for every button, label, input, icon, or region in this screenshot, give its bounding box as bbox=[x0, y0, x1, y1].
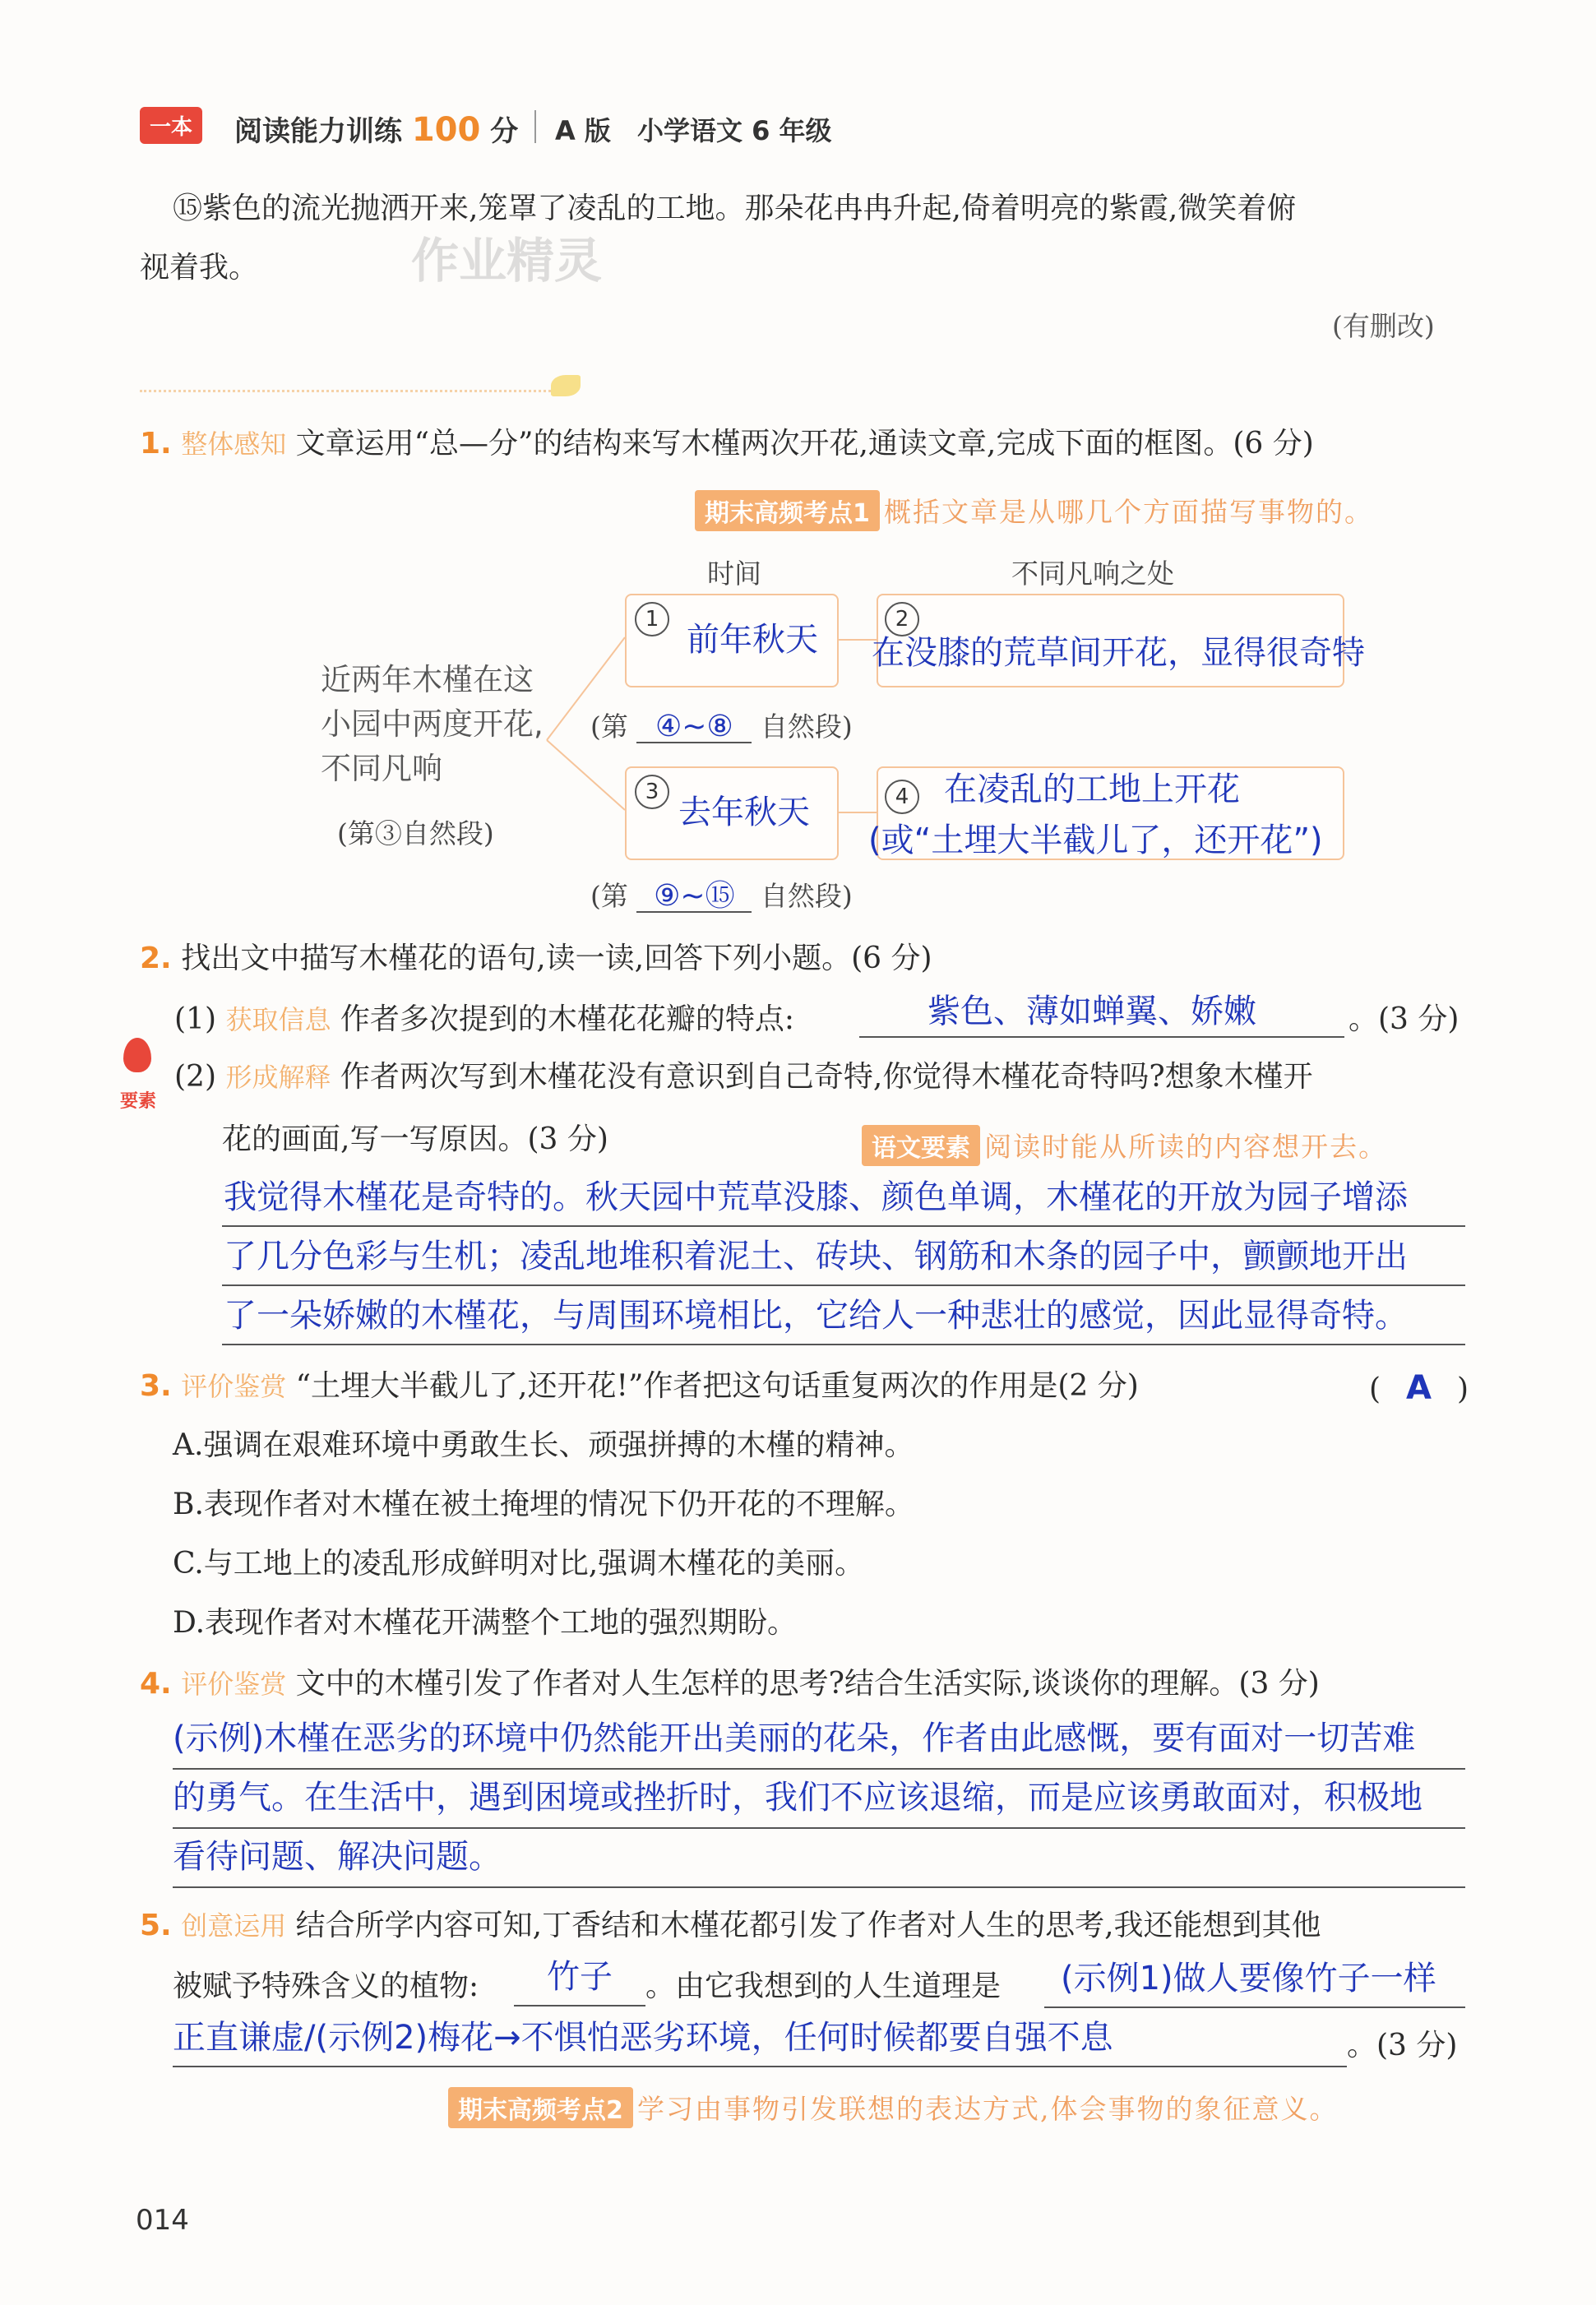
q3-number: 3. bbox=[140, 1369, 172, 1403]
q4-answer-line-3: 看待问题、解决问题。 bbox=[173, 1838, 502, 1876]
diagram-summary-para: (第③自然段) bbox=[337, 817, 494, 849]
q3-text: “土埋大半截儿了,还开花!”作者把这句话重复两次的作用是(2 分) bbox=[295, 1369, 1139, 1403]
q2-sub-1 bbox=[174, 1002, 795, 1036]
brand-logo: 一本 bbox=[140, 107, 202, 144]
q5-number: 5. bbox=[140, 1909, 172, 1942]
header-grade: 小学语文 6 年级 bbox=[637, 115, 832, 146]
answer-box-3: 去年秋天 bbox=[678, 794, 810, 831]
q2-sub-1-score: 。(3 分) bbox=[1349, 1002, 1460, 1036]
q2-sub-1-blank bbox=[859, 1036, 1344, 1038]
para-range-1-answer: ④~⑧ bbox=[636, 712, 752, 743]
header-edition: A 版 bbox=[555, 115, 611, 146]
q3-option-c: C.与工地上的凌乱形成鲜明对比,强调木槿花的美丽。 bbox=[173, 1547, 865, 1581]
para-range-2 bbox=[590, 875, 853, 914]
q2-answer-line-3: 了一朵娇嫩的木槿花，与周围环境相比，它给人一种悲壮的感觉，因此显得奇特。 bbox=[224, 1297, 1408, 1335]
box-2-number: 2 bbox=[885, 602, 919, 636]
q5-answer-rule-2 bbox=[173, 2066, 1347, 2067]
q2-answer-rule-2 bbox=[222, 1284, 1465, 1286]
header-title-suffix: 分 bbox=[490, 115, 519, 148]
q2-hint: 阅读时能从所读的内容想开去。 bbox=[984, 1131, 1388, 1163]
q2-answer-rule-1 bbox=[222, 1225, 1465, 1227]
answer-box-4-line-1: 在凌乱的工地上开花 bbox=[944, 771, 1240, 808]
q2-element-badge: 语文要素 bbox=[862, 1125, 980, 1166]
watermark: 作业精灵 bbox=[411, 233, 603, 289]
q2-sub-2-label: (2) bbox=[174, 1060, 216, 1094]
box-3-number: 3 bbox=[635, 775, 669, 809]
q2-answer-rule-3 bbox=[222, 1344, 1465, 1345]
q1-number: 1. bbox=[140, 427, 172, 461]
summary-line-1: 近两年木槿在这 bbox=[321, 662, 534, 697]
q1-hint: 概括文章是从哪几个方面描写事物的。 bbox=[883, 496, 1373, 528]
q4-answer-rule-3 bbox=[173, 1886, 1465, 1888]
page-number: 014 bbox=[136, 2204, 189, 2237]
q5-text-line-1: 结合所学内容可知,丁香结和木槿花都引发了作者对人生的思考,我还能想到其他 bbox=[295, 1909, 1321, 1942]
answer-box-4-line-2: (或“土埋大半截儿了，还开花”) bbox=[868, 822, 1323, 859]
q3-paren-right: ) bbox=[1456, 1372, 1469, 1406]
q3-paren-left: ( bbox=[1369, 1372, 1381, 1406]
q5-score: 。(3 分) bbox=[1347, 2029, 1458, 2062]
answer-box-2: 在没膝的荒草间开花，显得很奇特 bbox=[872, 634, 1365, 672]
summary-line-3: 不同凡响 bbox=[321, 751, 442, 786]
para-range-2-answer: ⑨~⑮ bbox=[636, 882, 752, 913]
header-title-prefix: 阅读能力训练 bbox=[234, 115, 402, 148]
question-2 bbox=[140, 944, 932, 974]
fire-icon-label: 要素 bbox=[120, 1091, 157, 1112]
box-1-number: 1 bbox=[635, 602, 669, 636]
summary-line-2: 小园中两度开花, bbox=[321, 706, 544, 742]
q2-answer-line-2: 了几分色彩与生机；凌乱地堆积着泥土、砖块、钢筋和木条的园子中，颤颤地开出 bbox=[224, 1238, 1408, 1275]
q2-sub-1-label: (1) bbox=[174, 1002, 216, 1036]
q5-tag: 创意运用 bbox=[181, 1910, 287, 1942]
q5-exam-badge: 期末高频考点2 bbox=[448, 2087, 633, 2128]
q5-answer-line-1: (示例1)做人要像竹子一样 bbox=[1061, 1960, 1436, 1997]
q2-sub-2-text-line-1: 作者两次写到木槿花没有意识到自己奇特,你觉得木槿花奇特吗?想象木槿开 bbox=[340, 1060, 1313, 1094]
passage-line-2: 视着我。 bbox=[140, 251, 259, 285]
q3-tag: 评价鉴赏 bbox=[181, 1371, 287, 1402]
q2-sub-1-answer: 紫色、薄如蝉翼、娇嫩 bbox=[928, 993, 1256, 1030]
q1-tag: 整体感知 bbox=[181, 428, 287, 460]
q2-sub-2-tag: 形成解释 bbox=[225, 1062, 331, 1093]
q2-hint-row bbox=[862, 1125, 1387, 1166]
passage-line-1: ⑮紫色的流光抛洒开来,笼罩了凌乱的工地。那朵花冉冉升起,倚着明亮的紫霞,微笑着俯 bbox=[173, 192, 1297, 225]
question-5 bbox=[140, 1911, 1321, 1941]
q2-sub-1-text: 作者多次提到的木槿花花瓣的特点: bbox=[340, 1002, 795, 1036]
q4-text: 文中的木槿引发了作者对人生怎样的思考?结合生活实际,谈谈你的理解。(3 分) bbox=[295, 1667, 1320, 1701]
q2-sub-2-line-1 bbox=[174, 1062, 1313, 1092]
q4-answer-line-2: 的勇气。在生活中，遇到困境或挫折时，我们不应该退缩，而是应该勇敢面对，积极地 bbox=[173, 1779, 1423, 1817]
header-score: 100 bbox=[411, 111, 481, 149]
q4-answer-line-1: (示例)木槿在恶劣的环境中仍然能开出美丽的花朵，作者由此感慨，要有面对一切苦难 bbox=[173, 1719, 1416, 1757]
para-range-1-suffix: 自然段) bbox=[760, 710, 853, 743]
q2-number: 2. bbox=[140, 942, 172, 975]
para-range-2-suffix: 自然段) bbox=[760, 880, 853, 912]
q5-plant-answer: 竹子 bbox=[547, 1958, 613, 1996]
question-4 bbox=[140, 1669, 1320, 1699]
passage-note: (有删改) bbox=[1332, 310, 1435, 342]
q1-text: 文章运用“总—分”的结构来写木槿两次开花,通读文章,完成下面的框图。(6 分) bbox=[295, 427, 1314, 461]
q3-option-d: D.表现作者对木槿花开满整个工地的强烈期盼。 bbox=[173, 1606, 798, 1640]
q5-hint: 学习由事物引发联想的表达方式,体会事物的象征意义。 bbox=[636, 2093, 1339, 2125]
para-range-1-prefix: (第 bbox=[590, 710, 628, 743]
q5-answer-line-2: 正直谦虚/(示例2)梅花→不惧怕恶劣环境，任何时候都要自强不息 bbox=[173, 2019, 1113, 2057]
q5-text-line-2b: 。由它我想到的人生道理是 bbox=[645, 1969, 1002, 2003]
q4-answer-rule-2 bbox=[173, 1827, 1465, 1829]
q5-hint-row bbox=[448, 2087, 1338, 2128]
q4-answer-rule-1 bbox=[173, 1768, 1465, 1770]
q1-exam-badge: 期末高频考点1 bbox=[695, 490, 880, 531]
q2-sub-1-tag: 获取信息 bbox=[225, 1004, 331, 1035]
q5-plant-blank bbox=[514, 2005, 645, 2006]
box-4-number: 4 bbox=[885, 780, 919, 814]
q4-tag: 评价鉴赏 bbox=[181, 1669, 287, 1700]
q3-option-b: B.表现作者对木槿在被土掩埋的情况下仍开花的不理解。 bbox=[173, 1488, 914, 1521]
q3-answer: A bbox=[1406, 1369, 1432, 1407]
diagram-col-time: 时间 bbox=[707, 558, 761, 590]
q2-text: 找出文中描写木槿花的语句,读一读,回答下列小题。(6 分) bbox=[181, 942, 932, 975]
diagram-col-diff: 不同凡响之处 bbox=[1011, 558, 1174, 590]
q4-number: 4. bbox=[140, 1667, 172, 1701]
para-range-1 bbox=[590, 706, 853, 744]
q3-option-a: A.强调在艰难环境中勇敢生长、顽强拼搏的木槿的精神。 bbox=[173, 1428, 914, 1462]
q2-answer-line-1: 我觉得木槿花是奇特的。秋天园中荒草没膝、颜色单调，木槿花的开放为园子增添 bbox=[224, 1178, 1408, 1216]
para-range-2-prefix: (第 bbox=[590, 880, 628, 912]
question-3 bbox=[140, 1369, 1139, 1403]
q5-answer-rule-1 bbox=[1044, 2006, 1465, 2008]
q2-sub-2-line-2: 花的画面,写一写原因。(3 分) bbox=[222, 1122, 608, 1156]
q3-answer-bracket bbox=[1369, 1369, 1469, 1407]
fire-icon bbox=[123, 1038, 151, 1072]
answer-box-1: 前年秋天 bbox=[687, 621, 818, 659]
q5-text-line-2a: 被赋予特殊含义的植物: bbox=[173, 1969, 479, 2003]
